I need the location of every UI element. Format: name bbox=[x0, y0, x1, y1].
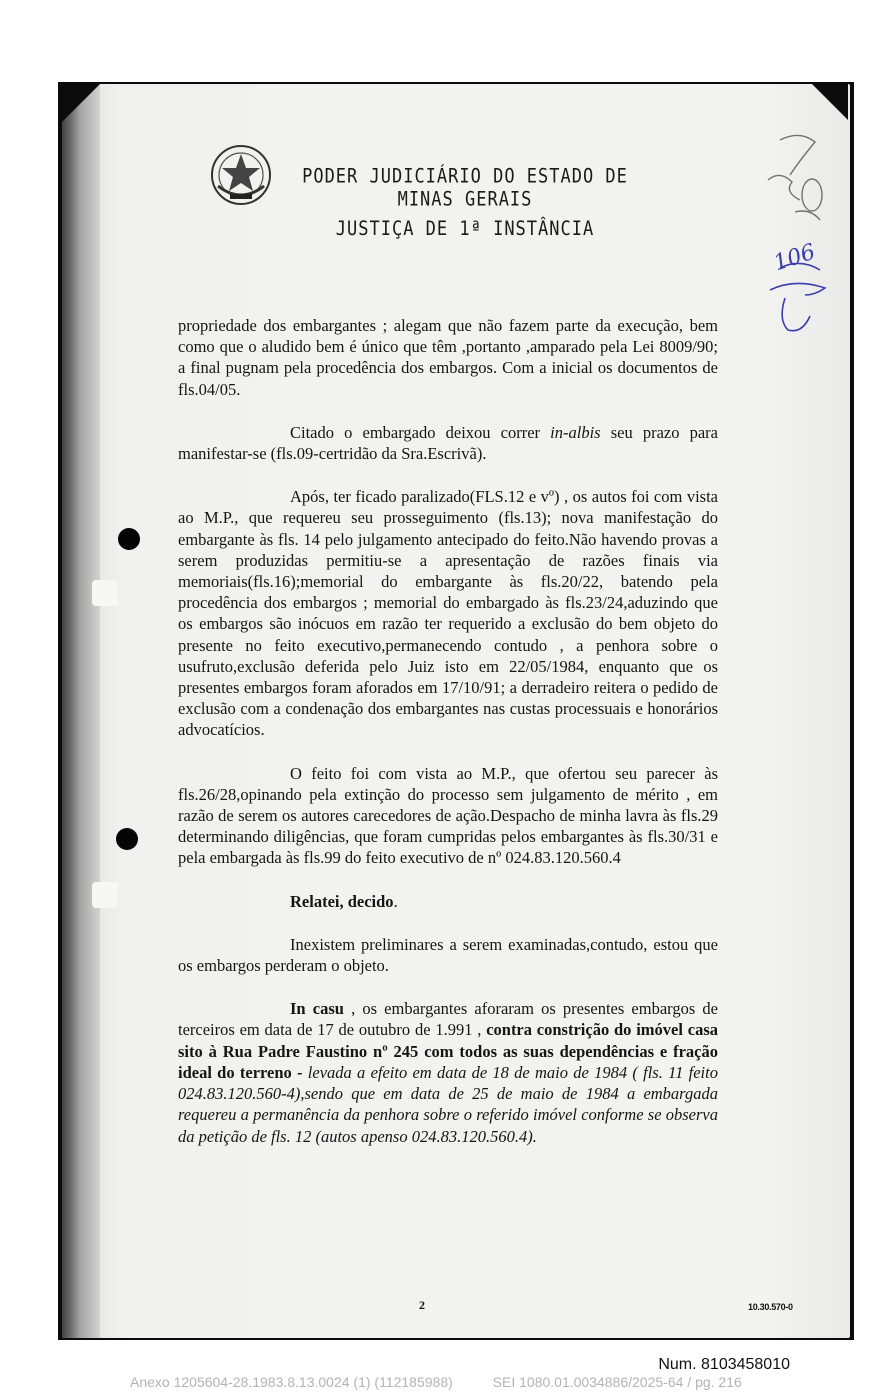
court-header bbox=[285, 165, 645, 241]
header-line-1: PODER JUDICIÁRIO DO ESTADO DE MINAS GERAIS bbox=[302, 165, 628, 212]
folded-corner-right bbox=[812, 84, 848, 120]
punch-hole-bottom bbox=[116, 828, 138, 850]
paragraph bbox=[178, 763, 718, 869]
paragraph-gap bbox=[178, 464, 718, 486]
folded-corner-left bbox=[60, 84, 100, 124]
text-run: Após, ter ficado paralizado(FLS.12 e vº) , os autos foi com vista ao M.P., que requereu seu prosseguimento (fls.13); nova manifestação do embargante às fls. 14 pelo julgamento antecipado do feito.Não havendo provas a serem produzidas permitiu-se a apresentação de razões finais via memoriais(fls.16);memorial do embargante às fls.20/22, batendo pela procedência dos embargos ; memorial do embargado às fls.23/24,aduzindo que os embargos são inócuos em razão ter requerido a exclusão do bem objeto do presente no feito executivo,permanecendo contudo , a penhora sobre o usufruto,exclusão deferida pelo Juiz isto em 22/05/1984, enquanto que os presentes embargos foram aforados em 17/10/91; a derradeiro reitera o pedido de exclusão com a condenação dos embargantes nas custas processuais e honorários advocatícios. bbox=[178, 487, 718, 740]
coat-of-arms-icon bbox=[208, 142, 274, 208]
text-run: Relatei, decido bbox=[290, 891, 394, 911]
paragraph-gap bbox=[178, 976, 718, 998]
text-run: in-albis bbox=[550, 422, 601, 442]
text-run: seu prazo para manifestar-se (fls.09-certridão da Sra.Escrivã). bbox=[178, 422, 718, 464]
page-number: 2 bbox=[419, 1298, 425, 1312]
paragraph-gap bbox=[178, 741, 718, 763]
punch-hole-top bbox=[118, 528, 140, 550]
text-run: contra constrição do imóvel casa sito à Rua Padre Faustino nº 245 com todos as suas dependências e fração ideal do terreno - bbox=[178, 1020, 718, 1082]
paragraph bbox=[178, 422, 718, 464]
paragraph bbox=[178, 486, 718, 740]
footer-reference bbox=[130, 1374, 830, 1390]
paragraph bbox=[178, 934, 718, 976]
footer-left: Anexo 1205604-28.1983.8.13.0024 (1) (112185988) bbox=[130, 1374, 453, 1390]
text-run: In casu bbox=[290, 999, 344, 1019]
text-run: Inexistem preliminares a serem examinadas,contudo, estou que os embargos perderam o objeto. bbox=[178, 934, 718, 976]
footer-right: SEI 1080.01.0034886/2025-64 / pg. 216 bbox=[492, 1374, 742, 1390]
paragraph bbox=[178, 315, 718, 400]
staple-mark-top bbox=[92, 580, 118, 606]
staple-mark-bottom bbox=[92, 882, 118, 908]
paragraph bbox=[178, 891, 718, 912]
binding-shadow bbox=[62, 84, 100, 1338]
header-line-2: JUSTIÇA DE 1ª INSTÂNCIA bbox=[335, 217, 595, 241]
text-run: Citado o embargado deixou correr bbox=[290, 422, 551, 442]
handwritten-number: 106 bbox=[770, 239, 819, 277]
paragraph-gap bbox=[178, 912, 718, 934]
text-run: . bbox=[393, 891, 398, 911]
text-run: levada a efeito em data de 18 de maio de 1984 ( fls. 11 feito 024.83.120.560-4),sendo que em data de 25 de maio de 1984 a embargada requereu a permanência da penhora sobre o referido imóvel conforme se observa da petição de fls. 12 (autos apenso 024.83.120.560.4). bbox=[178, 1062, 718, 1146]
paragraph-gap bbox=[178, 400, 718, 422]
document-body bbox=[178, 315, 718, 1147]
form-code: 10.30.570-0 bbox=[748, 1302, 793, 1312]
text-run: propriedade dos embargantes ; alegam que não fazem parte da execução, bem como que o aludido bem é único que têm ,portanto ,amparado pela Lei 8009/90; a final pugnam pela procedência dos embargos. Com a inicial os documentos de fls.04/05. bbox=[178, 316, 718, 399]
text-run: , os embargantes aforaram os presentes embargos de terceiros em data de 17 de outubro de 1.991 , bbox=[178, 999, 718, 1040]
handwritten-annotation bbox=[740, 120, 850, 350]
paragraph bbox=[178, 998, 718, 1146]
text-run: O feito foi com vista ao M.P., que ofertou seu parecer às fls.26/28,opinando pela extinção do processo sem julgamento de mérito , em razão de serem os autores carecedores de ação.Despacho de minha lavra às fls.29 determinando diligências, que foram cumpridas pelos embargantes às fls.30/31 e pela embargada às fls.99 do feito executivo de nº 024.83.120.560.4 bbox=[178, 763, 718, 868]
paragraph-gap bbox=[178, 869, 718, 891]
document-number: Num. 8103458010 bbox=[658, 1356, 790, 1373]
